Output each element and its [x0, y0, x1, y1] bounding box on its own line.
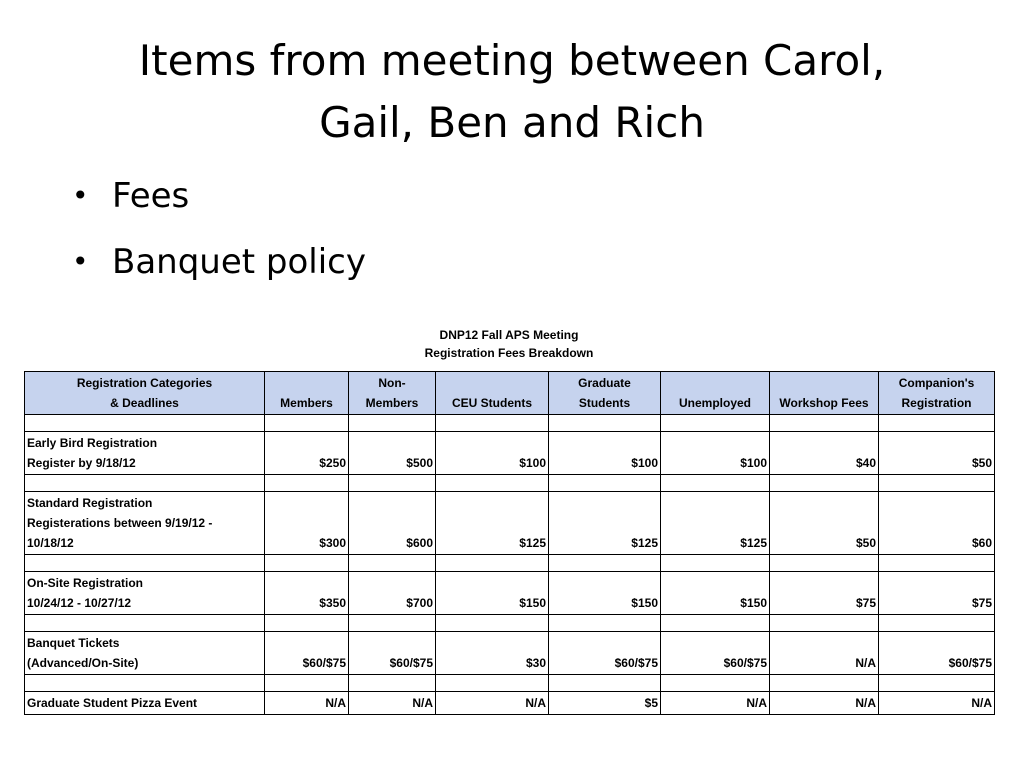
- header-text: CEU Students: [451, 396, 532, 410]
- table-cell: N/A: [349, 692, 436, 715]
- row-label-text: Registerations between 9/19/12 -: [27, 516, 213, 530]
- table-cell: [879, 475, 995, 492]
- header-ceu-students: [436, 372, 549, 415]
- table-cell: [661, 555, 770, 572]
- table-cell: [879, 615, 995, 632]
- table-cell: $60/$75: [265, 632, 349, 675]
- table-cell: $50: [770, 492, 879, 555]
- table-cell: [549, 675, 661, 692]
- header-registration-categories: [25, 372, 265, 415]
- table-cell: [349, 475, 436, 492]
- table-cell: [265, 555, 349, 572]
- header-text: Members: [280, 396, 333, 410]
- table-cell: [436, 615, 549, 632]
- table-cell: [265, 615, 349, 632]
- row-label: [25, 632, 265, 675]
- header-text: Workshop Fees: [779, 396, 869, 410]
- spacer-row: [25, 475, 995, 492]
- table-cell: [349, 675, 436, 692]
- table-cell: [436, 415, 549, 432]
- table-row-early-bird: [25, 432, 995, 475]
- row-label: [25, 432, 265, 475]
- header-non-members: [349, 372, 436, 415]
- spacer-row: [25, 675, 995, 692]
- table-cell: N/A: [879, 692, 995, 715]
- table-cell: [661, 475, 770, 492]
- row-label-text: 10/24/12 - 10/27/12: [27, 596, 132, 610]
- bullet-item-fees: [72, 168, 366, 234]
- header-graduate-students: [549, 372, 661, 415]
- table-cell: [549, 415, 661, 432]
- bullet-item-banquet-policy: [72, 234, 366, 300]
- table-cell: $40: [770, 432, 879, 475]
- header-text: Graduate: [578, 376, 631, 390]
- header-text: Registration: [901, 396, 972, 410]
- row-label: [25, 492, 265, 555]
- table-cell: N/A: [436, 692, 549, 715]
- spacer-row: [25, 615, 995, 632]
- bullet-text: Banquet policy: [112, 242, 366, 282]
- table-cell: $150: [549, 572, 661, 615]
- table-cell: $600: [349, 492, 436, 555]
- table-cell: N/A: [661, 692, 770, 715]
- header-text: Non-: [378, 376, 406, 390]
- table-cell: $60/$75: [349, 632, 436, 675]
- table-cell: $150: [436, 572, 549, 615]
- slide-title: [40, 30, 984, 154]
- bullet-list: [72, 168, 366, 300]
- slide-title-line-2: Gail, Ben and Rich: [319, 98, 705, 147]
- header-row: [25, 372, 995, 415]
- row-label-text: On-Site Registration: [27, 576, 144, 590]
- table-cell: $100: [549, 432, 661, 475]
- table-caption-line-2: Registration Fees Breakdown: [424, 346, 594, 360]
- bullet-text: Fees: [112, 176, 190, 216]
- header-text: Registration Categories: [76, 376, 213, 390]
- table-cell: [770, 475, 879, 492]
- table-cell: [25, 415, 265, 432]
- spacer-row: [25, 555, 995, 572]
- header-members: [265, 372, 349, 415]
- header-text: Students: [578, 396, 631, 410]
- table-cell: [770, 555, 879, 572]
- header-text: Members: [365, 396, 419, 410]
- table-cell: N/A: [265, 692, 349, 715]
- table-cell: $30: [436, 632, 549, 675]
- table-cell: $125: [661, 492, 770, 555]
- bullet-dot-icon: •: [72, 179, 89, 212]
- table-cell: [549, 555, 661, 572]
- table-caption-line-1: DNP12 Fall APS Meeting: [439, 328, 579, 342]
- table-cell: $150: [661, 572, 770, 615]
- table-row-pizza-event: [25, 692, 995, 715]
- table-cell: $100: [436, 432, 549, 475]
- table-cell: [25, 615, 265, 632]
- slide-title-line-1: Items from meeting between Carol,: [138, 36, 886, 85]
- table-cell: [879, 675, 995, 692]
- row-label: [25, 572, 265, 615]
- fees-table: [24, 371, 995, 715]
- row-label-text: Banquet Tickets: [27, 636, 120, 650]
- table-row-on-site: [25, 572, 995, 615]
- table-cell: [349, 555, 436, 572]
- table-cell: $700: [349, 572, 436, 615]
- table-cell: $75: [770, 572, 879, 615]
- table-cell: $60: [879, 492, 995, 555]
- table-cell: [25, 475, 265, 492]
- bullet-dot-icon: •: [72, 245, 89, 278]
- table-cell: $125: [436, 492, 549, 555]
- table-cell: [549, 475, 661, 492]
- table-cell: $75: [879, 572, 995, 615]
- table-cell: N/A: [770, 632, 879, 675]
- table-cell: $60/$75: [549, 632, 661, 675]
- table-cell: $350: [265, 572, 349, 615]
- row-label-text: 10/18/12: [27, 536, 74, 550]
- row-label-text: Early Bird Registration: [27, 436, 158, 450]
- row-label-text: Standard Registration: [27, 496, 153, 510]
- table-cell: N/A: [770, 692, 879, 715]
- header-unemployed: [661, 372, 770, 415]
- table-cell: [436, 675, 549, 692]
- header-text: Companion's: [898, 376, 975, 390]
- header-workshop-fees: [770, 372, 879, 415]
- table-cell: $60/$75: [661, 632, 770, 675]
- table-cell: $300: [265, 492, 349, 555]
- row-label-text: Register by 9/18/12: [27, 456, 136, 470]
- table-caption: [24, 326, 994, 362]
- table-cell: [25, 675, 265, 692]
- table-cell: [770, 415, 879, 432]
- table-row-standard: [25, 492, 995, 555]
- table-row-banquet-tickets: [25, 632, 995, 675]
- table-cell: $125: [549, 492, 661, 555]
- table-cell: $250: [265, 432, 349, 475]
- table-cell: [770, 615, 879, 632]
- table-cell: $50: [879, 432, 995, 475]
- header-text: & Deadlines: [110, 396, 179, 410]
- table-cell: [349, 615, 436, 632]
- row-label-text: Graduate Student Pizza Event: [27, 696, 198, 710]
- spacer-row: [25, 415, 995, 432]
- table-cell: [879, 415, 995, 432]
- header-companions-registration: [879, 372, 995, 415]
- table-cell: $100: [661, 432, 770, 475]
- table-cell: [265, 675, 349, 692]
- table-cell: [436, 475, 549, 492]
- table-cell: [349, 415, 436, 432]
- table-cell: [265, 475, 349, 492]
- row-label: [25, 692, 265, 715]
- row-label-text: (Advanced/On-Site): [27, 656, 139, 670]
- table-cell: [265, 415, 349, 432]
- table-cell: [25, 555, 265, 572]
- table-cell: [661, 415, 770, 432]
- table-cell: [879, 555, 995, 572]
- table-cell: [436, 555, 549, 572]
- table-cell: $500: [349, 432, 436, 475]
- table-cell: $60/$75: [879, 632, 995, 675]
- header-text: Unemployed: [678, 396, 751, 410]
- table-cell: [661, 675, 770, 692]
- table-cell: [549, 615, 661, 632]
- table-cell: [661, 615, 770, 632]
- table-cell: $5: [549, 692, 661, 715]
- table-cell: [770, 675, 879, 692]
